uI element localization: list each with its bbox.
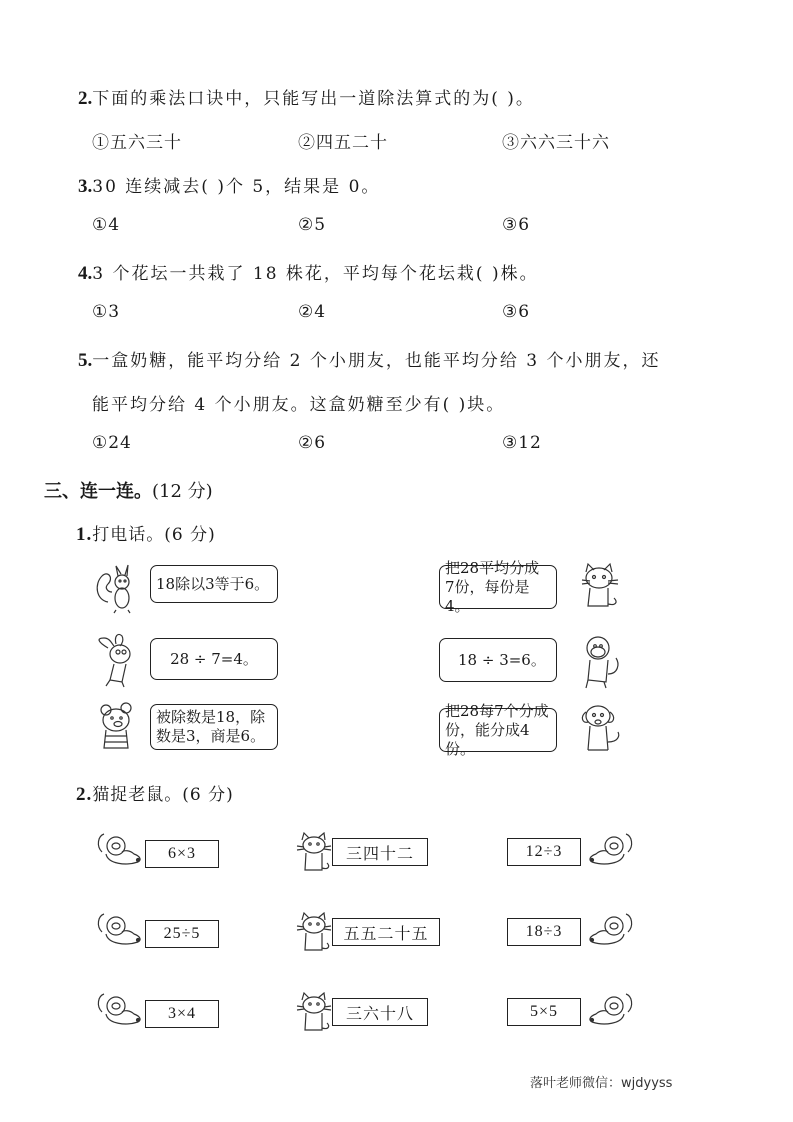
mouse-icon xyxy=(584,992,636,1028)
cat-icon xyxy=(294,832,334,874)
option-1: ①五六三十 xyxy=(92,133,182,153)
question-text: 一盒奶糖，能平均分给 2 个小朋友，也能平均分给 3 个小朋友，还 xyxy=(92,351,661,371)
question-number: 5. xyxy=(78,350,93,371)
option-2: ②四五二十 xyxy=(298,133,388,153)
dog-icon xyxy=(578,702,624,756)
expression-box-right-3[interactable]: 5×5 xyxy=(507,998,581,1026)
mouse-icon xyxy=(584,832,636,868)
cat-icon xyxy=(578,562,622,614)
monkey-icon xyxy=(580,634,624,690)
option-1: ①24 xyxy=(92,433,132,453)
question-2 xyxy=(78,84,535,110)
question-number: 4. xyxy=(78,263,93,284)
speech-bubble-right-2[interactable]: 18 ÷ 3=6。 xyxy=(439,638,557,682)
mouse-icon xyxy=(584,912,636,948)
option-2: ②5 xyxy=(298,215,327,235)
question-text: 下面的乘法口诀中，只能写出一道除法算式的为( )。 xyxy=(92,89,535,109)
bear-icon xyxy=(96,702,142,754)
expression-box-left-2[interactable]: 25÷5 xyxy=(145,920,219,948)
cat-icon xyxy=(294,912,334,954)
part-points: (6 分) xyxy=(164,525,216,545)
cat-box-3[interactable]: 三六十八 xyxy=(332,998,428,1026)
section-title: 三、连一连。 xyxy=(44,481,152,502)
section-points: (12 分) xyxy=(152,481,213,502)
footer-contact: 落叶老师微信：wjdyyss xyxy=(530,1076,673,1091)
question-3 xyxy=(78,172,380,198)
speech-bubble-left-3[interactable]: 被除数是18，除 数是3，商是6。 xyxy=(150,704,278,750)
option-3: ③6 xyxy=(502,302,531,322)
mouse-icon xyxy=(94,992,146,1028)
speech-bubble-right-1[interactable]: 把28平均分成 7份，每份是4。 xyxy=(439,565,557,609)
question-4 xyxy=(78,259,539,285)
question-number: 3. xyxy=(78,176,93,197)
speech-bubble-right-3[interactable]: 把28每7个分成 份，能分成4份。 xyxy=(439,708,557,752)
question-5-continued: 能平均分给 4 个小朋友。这盒奶糖至少有( )块。 xyxy=(92,395,506,415)
cat-icon xyxy=(294,992,334,1034)
cat-box-1[interactable]: 三四十二 xyxy=(332,838,428,866)
speech-bubble-left-2[interactable]: 28 ÷ 7=4。 xyxy=(150,638,278,680)
expression-box-left-1[interactable]: 6×3 xyxy=(145,840,219,868)
question-text: 3 个花坛一共栽了 18 株花，平均每个花坛栽( )株。 xyxy=(92,264,539,284)
squirrel-icon xyxy=(94,562,140,614)
question-5 xyxy=(78,346,661,372)
part-title: 猫捉老鼠。 xyxy=(92,785,183,805)
part-title: 打电话。 xyxy=(92,525,165,545)
cat-box-2[interactable]: 五五二十五 xyxy=(332,918,440,946)
option-2: ②4 xyxy=(298,302,327,322)
expression-box-right-2[interactable]: 18÷3 xyxy=(507,918,581,946)
question-text: 30 连续减去( )个 5，结果是 0。 xyxy=(92,177,381,197)
rabbit-icon xyxy=(94,632,142,688)
question-number: 2. xyxy=(78,88,93,109)
option-1: ①4 xyxy=(92,215,121,235)
section-3-title xyxy=(44,477,213,503)
mouse-icon xyxy=(94,912,146,948)
expression-box-left-3[interactable]: 3×4 xyxy=(145,1000,219,1028)
expression-box-right-1[interactable]: 12÷3 xyxy=(507,838,581,866)
mouse-icon xyxy=(94,832,146,868)
part-points: (6 分) xyxy=(182,785,234,805)
speech-bubble-left-1[interactable]: 18除以3等于6。 xyxy=(150,565,278,603)
option-3: ③12 xyxy=(502,433,542,453)
option-2: ②6 xyxy=(298,433,327,453)
part-number: 2. xyxy=(76,784,93,805)
option-1: ①3 xyxy=(92,302,121,322)
part-1-title xyxy=(76,520,216,546)
part-number: 1. xyxy=(76,524,93,545)
option-3: ③6 xyxy=(502,215,531,235)
part-2-title xyxy=(76,780,234,806)
option-3: ③六六三十六 xyxy=(502,133,610,153)
